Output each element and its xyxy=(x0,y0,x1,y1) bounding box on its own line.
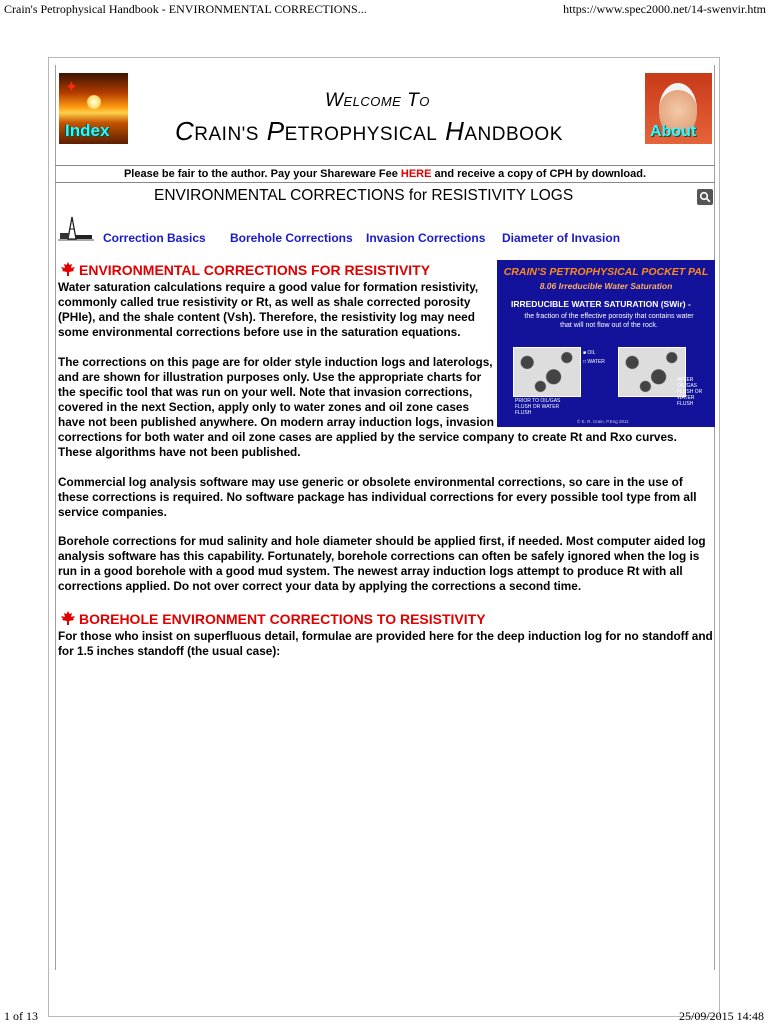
handbook-title: CRAIN'S PETROPHYSICAL HANDBOOK xyxy=(175,116,563,146)
print-page-url: https://www.spec2000.net/14-swenvir.htm xyxy=(563,2,766,16)
section-heading-borehole: BOREHOLE ENVIRONMENT CORRECTIONS TO RESISTIVITY xyxy=(60,611,486,627)
pocket-pal-subtitle: 8.06 Irreducible Water Saturation xyxy=(539,281,673,291)
about-label: About xyxy=(650,123,697,140)
index-logo-button[interactable] xyxy=(59,73,128,144)
legend-water: □ WATER xyxy=(583,359,605,365)
nav-diameter-of-invasion[interactable]: Diameter of Invasion xyxy=(502,231,621,245)
pocket-pal-heading: IRREDUCIBLE WATER SATURATION (SWir) - xyxy=(511,299,691,309)
print-footer xyxy=(0,1009,768,1024)
print-page-number: 1 of 13 xyxy=(4,1009,38,1023)
paragraph-software: Commercial log analysis software may use generic or obsolete environmental corrections, so care in the use of these corrections is required. No software package has individual corrections for every possible tool type from all service companies. xyxy=(58,475,697,519)
maple-leaf-icon xyxy=(60,262,76,276)
nav-invasion-corrections[interactable]: Invasion Corrections xyxy=(366,231,486,245)
paragraph-intro: Water saturation calculations require a good value for formation resistivity, commonly called true resistivity or Rt, as well as shale corrected porosity (PHIe), and the shale content (Vsh). Therefore, the resistivity log may need some environmental corrections before use in the saturation equations. xyxy=(58,280,479,339)
paragraph-array-induction: corrections for both water and oil zone cases are applied by the service company to create Rt and Rxo curves. These algorithms have not been published. xyxy=(58,430,677,459)
pocket-pal-slide[interactable] xyxy=(497,260,715,427)
oil-derrick-icon xyxy=(58,215,94,241)
welcome-heading: WELCOME TO xyxy=(325,90,430,111)
nav-correction-basics[interactable]: Correction Basics xyxy=(103,231,206,245)
maple-leaf-icon xyxy=(60,611,76,625)
about-photo-button[interactable] xyxy=(645,73,712,144)
shareware-fee-link[interactable]: HERE xyxy=(400,168,432,180)
search-icon xyxy=(699,191,711,203)
note-after: AFTER OIL/GAS FLUSH OR WATER FLUSH xyxy=(677,377,703,407)
page-title: ENVIRONMENTAL CORRECTIONS for RESISTIVITY LOGS xyxy=(154,187,574,204)
index-label: Index xyxy=(65,121,110,140)
paragraph-borehole: Borehole corrections for mud salinity and hole diameter should be applied first, if needed. Most computer aided log analysis software has this capability. Fortunately, borehole corrections can often be safely ignored when the log is run in a good borehole with a good mud system. The newest array induction logs attempt to produce Rt with all corrections applied. Do not over correct your data by applying the corrections a second time. xyxy=(58,534,706,593)
rock-pore-image-after xyxy=(618,347,686,397)
note-prior: PRIOR TO OIL/GAS FLUSH OR WATER FLUSH xyxy=(515,398,561,416)
print-page-title: Crain's Petrophysical Handbook - ENVIRONMENTAL CORRECTIONS... xyxy=(4,2,367,16)
rock-pore-image-before xyxy=(513,347,581,397)
shareware-notice: Please be fair to the author. Pay your Shareware Fee HERE and receive a copy of CPH by download. xyxy=(55,168,715,183)
section-heading-environmental: ENVIRONMENTAL CORRECTIONS FOR RESISTIVITY xyxy=(60,262,430,278)
nav-borehole-corrections[interactable]: Borehole Corrections xyxy=(230,231,353,245)
search-button[interactable] xyxy=(697,189,713,205)
print-header xyxy=(0,0,768,18)
pocket-pal-copyright: © E. R. Crain, P.Eng 2011 xyxy=(577,419,629,424)
maple-leaf-icon: ✦ xyxy=(66,79,77,94)
paragraph-formulae: For those who insist on superfluous detail, formulae are provided here for the deep induction log for no standoff and for 1.5 inches standoff (the usual case): xyxy=(58,629,713,658)
site-banner xyxy=(55,66,715,166)
paragraph-older-tools: The corrections on this page are for older style induction logs and laterologs, and are shown for illustration purposes only. Use the appropriate charts for the specific tool that was run on your well. Note that invasion corrections, covered in the next Section, apply only to water zones and oil zone cases have not been published anywhere. On modern array induction logs, invasion xyxy=(58,355,494,429)
sunset-icon xyxy=(87,95,101,109)
pocket-pal-title: CRAIN'S PETROPHYSICAL POCKET PAL xyxy=(503,266,709,278)
pocket-pal-description: the fraction of the effective porosity that contains water that will not flow out of the rock. xyxy=(524,313,694,329)
print-datetime: 25/09/2015 14:48 xyxy=(678,1009,764,1023)
legend-oil: ■ OIL xyxy=(583,350,596,356)
